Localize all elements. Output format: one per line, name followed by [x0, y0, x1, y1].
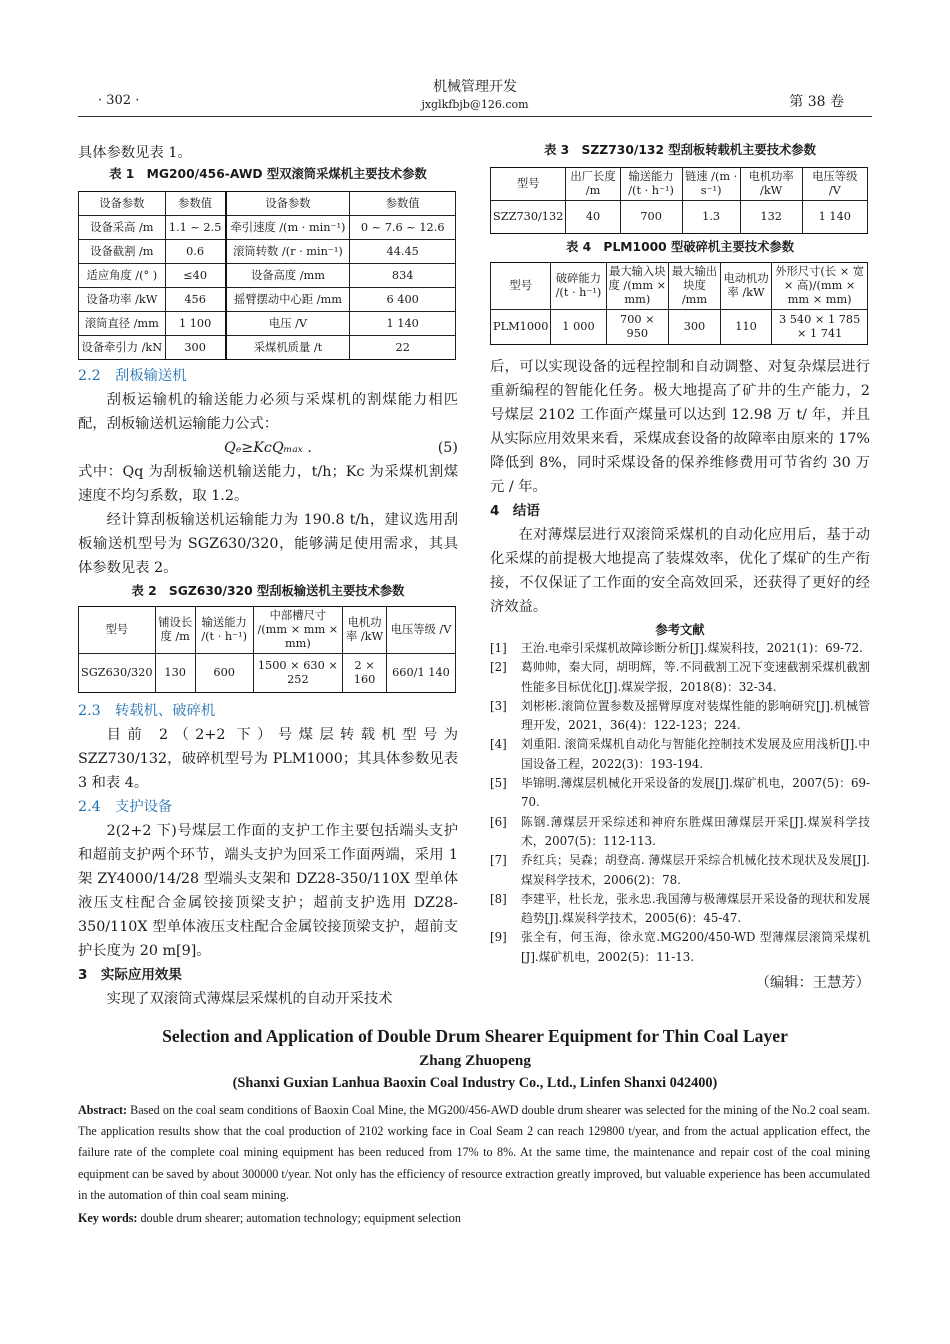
table3-header: 电机功率 /kW — [740, 168, 802, 201]
table4-header: 电动机功率 /kW — [720, 263, 772, 310]
section-2-2-title: 2.2 刮板输送机 — [78, 368, 187, 384]
table1-caption: 表 1 MG200/456-AWD 型双滚筒采煤机主要技术参数 — [109, 167, 427, 181]
section-3-continued: 后，可以实现设备的远程控制和自动调整、对复杂煤层进行重新编程的智能化任务。极大地提高了矿井的生产能力，2 号煤层 2102 工作面产煤量可以达到 12.98 万 t/ 年，并且从实际应用效果来看，采煤成套设备的故障率由原来的 17%降低到 8%，同时采煤设备的保养维修费用可节省约 30 万元 / 年。 — [490, 359, 870, 495]
intro-line: 具体参数见表 1。 — [78, 145, 192, 161]
table3-header: 链速 /(m · s⁻¹) — [682, 168, 740, 201]
table1-cell: 1 140 — [350, 312, 456, 336]
table1-cell: 采煤机质量 /t — [226, 336, 350, 360]
table3 — [490, 167, 868, 234]
right-column — [490, 141, 870, 995]
reference-item: [4] 刘重阳. 滚筒采煤机自动化与智能化控制技术发展及应用浅析[J].中国设备工程，2022(3)：193-194. — [490, 737, 870, 771]
table3-cell: 1 140 — [802, 201, 867, 234]
section-3-paragraph: 实现了双滚筒式薄煤层采煤机的自动开采技术 — [106, 991, 393, 1007]
table3-cell: 1.3 — [682, 201, 740, 234]
table1-cell: 22 — [350, 336, 456, 360]
reference-item: [5] 毕锦明.薄煤层机械化开采设备的发展[J].煤矿机电，2007(5)：69-70. — [490, 776, 870, 810]
table4-cell: 110 — [720, 310, 772, 345]
table1-cell: 电压 /V — [226, 312, 350, 336]
table1-cell: 1.1 ~ 2.5 — [165, 216, 225, 240]
abstract-text: Based on the coal seam conditions of Baoxin Coal Mine, the MG200/456-AWD double drum shearer was selected for the mining of the No.2 coal seam. The application results show that the coal production of 2102 working face in Coal Seam 2 can reach 129800 t/year, and from the actual application effect, the failure rate of the complete coal mining equipment has been reduced from 17% to 8%. At the same time, the maintenance and repair cost of the coal mining equipment can be saved by about 300000 t/year. Not only has the efficiency of resource extraction greatly improved, but valuable experience has been accumulated in the automation of thin coal seam mining. — [78, 1103, 870, 1202]
reference-item: [7] 乔红兵；吴森；胡登高. 薄煤层开采综合机械化技术现状及发展[J].煤炭科学技术，2006(2)：78. — [490, 853, 870, 887]
table1-cell: 300 — [165, 336, 225, 360]
table4-header: 型号 — [491, 263, 551, 310]
table1-cell: 0 ~ 7.6 ~ 12.6 — [350, 216, 456, 240]
formula-expression: Qₑ≥KᴄQₘₐₓ . — [224, 440, 312, 456]
section-3-title: 3 实际应用效果 — [78, 967, 182, 983]
section-2-2-paragraph: 刮板运输机的输送能力必须与采煤机的割煤能力相匹配，刮板输送机运输能力公式： — [78, 392, 458, 432]
formula-explanation: 式中：Qq 为刮板输送机输送能力，t/h；Kc 为采煤机割煤速度不均匀系数，取 1.2。 — [78, 464, 458, 504]
reference-item: [3] 刘彬彬.滚筒位置参数及摇臂厚度对装煤性能的影响研究[J].机械管理开发，2021，36(4)：122-123；224. — [490, 698, 870, 733]
reference-item: [9] 张全有，何玉海，徐永宽.MG200/450-WD 型薄煤层滚筒采煤机[J].煤矿机电，2002(5)：11-13. — [490, 930, 870, 964]
table1-cell: 设备牵引力 /kN — [79, 336, 166, 360]
table1-cell: 834 — [350, 264, 456, 288]
table4-header: 破碎能力 /(t · h⁻¹) — [551, 263, 606, 310]
english-keywords — [78, 1208, 870, 1229]
english-title: Selection and Application of Double Drum Shearer Equipment for Thin Coal Layer — [162, 1026, 788, 1046]
table2-header: 中部槽尺寸 /(mm × mm × mm) — [253, 607, 343, 654]
table3-header: 输送能力 /(t · h⁻¹) — [620, 168, 682, 201]
journal-name: 机械管理开发 — [433, 79, 517, 95]
table4-cell: PLM1000 — [491, 310, 551, 345]
section-4-title: 4 结语 — [490, 503, 540, 519]
table1-header: 参数值 — [165, 192, 225, 216]
abstract-label: Abstract: — [78, 1103, 128, 1117]
table1-cell: 44.45 — [350, 240, 456, 264]
table3-header: 出厂长度 /m — [566, 168, 620, 201]
section-4-paragraph: 在对薄煤层进行双滚筒采煤机的自动化应用后，基于动化采煤的前提极大地提高了装煤效率，优化了煤矿的生产衔接，不仅保证了工作面的安全高效回采，还获得了更好的经济效益。 — [490, 527, 870, 615]
table2 — [78, 606, 456, 693]
table4-header: 外形尺寸(长 × 宽 × 高)/(mm × mm × mm) — [772, 263, 868, 310]
table2-cell: 130 — [155, 654, 195, 693]
table1-cell: 456 — [165, 288, 225, 312]
reference-item: [6] 陈钢.薄煤层开采综述和神府东胜煤田薄煤层开采[J].煤炭科学技术，2007(5)：112-113. — [490, 814, 870, 848]
section-2-3-title: 2.3 转载机、破碎机 — [78, 703, 216, 719]
table4-header: 最大输出块度 /mm — [669, 263, 721, 310]
table1-header: 设备参数 — [79, 192, 166, 216]
keywords-label: Key words: — [78, 1211, 138, 1225]
table1-cell: 1 100 — [165, 312, 225, 336]
english-author: Zhang Zhuopeng — [419, 1052, 531, 1069]
header-rule — [78, 116, 872, 117]
table1-cell: 适应角度 /(° ) — [79, 264, 166, 288]
section-2-4-title: 2.4 支护设备 — [78, 799, 173, 815]
reference-item: [8] 李建平，杜长龙，张永忠.我国薄与极薄煤层开采设备的现状和发展趋势[J].煤炭科学技术，2005(6)：45-47. — [490, 891, 870, 926]
journal-email: jxglkfbjb@126.com — [421, 98, 529, 111]
table4-cell: 3 540 × 1 785 × 1 741 — [772, 310, 868, 345]
section-2-3-paragraph: 目前 2（2+2 下）号煤层转载机型号为 SZZ730/132，破碎机型号为 PLM1000；其具体参数见表 3 和表 4。 — [78, 727, 458, 791]
table1-header: 设备参数 — [226, 192, 350, 216]
reference-item: [1] 王治.电牵引采煤机故障诊断分析[J].煤炭科技，2021(1)：69-72. — [490, 641, 863, 655]
table1-cell: 滚筒转数 /(r · min⁻¹) — [226, 240, 350, 264]
table1-cell: 6 400 — [350, 288, 456, 312]
section-2-2-paragraph-2: 经计算刮板输送机运输能力为 190.8 t/h，建议选用刮板输送机型号为 SGZ630/320，能够满足使用需求，其具体参数见表 2。 — [78, 512, 458, 576]
table2-header: 电压等级 /V — [386, 607, 455, 654]
table3-header: 电压等级 /V — [802, 168, 867, 201]
formula-5 — [78, 436, 458, 460]
table2-caption: 表 2 SGZ630/320 型刮板输送机主要技术参数 — [131, 584, 405, 598]
table4 — [490, 262, 868, 345]
table2-cell: SGZ630/320 — [79, 654, 156, 693]
table2-cell: 1500 × 630 × 252 — [253, 654, 343, 693]
table3-cell: SZZ730/132 — [491, 201, 566, 234]
table2-header: 电机功率 /kW — [343, 607, 387, 654]
english-affiliation: (Shanxi Guxian Lanhua Baoxin Coal Industry Co., Ltd., Linfen Shanxi 042400) — [232, 1075, 718, 1091]
table2-header: 输送能力 /(t · h⁻¹) — [195, 607, 253, 654]
table3-caption: 表 3 SZZ730/132 型刮板转载机主要技术参数 — [544, 143, 816, 157]
journal-header — [380, 76, 570, 111]
table3-cell: 700 — [620, 201, 682, 234]
table1-cell: 摇臂摆动中心距 /mm — [226, 288, 350, 312]
table2-header: 型号 — [79, 607, 156, 654]
table1-cell: ≤40 — [165, 264, 225, 288]
left-column — [78, 141, 458, 1011]
volume: 第 38 卷 — [789, 94, 844, 110]
table1-header: 参数值 — [350, 192, 456, 216]
table4-cell: 1 000 — [551, 310, 606, 345]
table2-cell: 660/1 140 — [386, 654, 455, 693]
formula-number: (5) — [437, 440, 458, 456]
table4-cell: 700 × 950 — [606, 310, 669, 345]
english-abstract — [78, 1100, 870, 1206]
table1-cell: 设备高度 /mm — [226, 264, 350, 288]
table3-cell: 40 — [566, 201, 620, 234]
table1-cell: 0.6 — [165, 240, 225, 264]
table1-cell: 滚筒直径 /mm — [79, 312, 166, 336]
table3-header: 型号 — [491, 168, 566, 201]
editor-note: （编辑：王慧芳） — [755, 975, 870, 992]
section-2-4-paragraph: 2(2+2 下)号煤层工作面的支护工作主要包括端头支护和超前支护两个环节，端头支护为回采工作面两端，采用 1 架 ZY4000/14/28 型端头支架和 DZ28-350/110X 型单体液压支柱配合金属铰接顶梁支护；超前支护选用 DZ28-350/110X 型单体液压支柱配合金属铰接顶梁支护，超前支护长度为 20 m[9]。 — [78, 823, 458, 959]
table4-header: 最大输入块度 /(mm × mm) — [606, 263, 669, 310]
page-number: · 302 · — [98, 93, 140, 108]
table2-cell: 600 — [195, 654, 253, 693]
table3-cell: 132 — [740, 201, 802, 234]
table1-cell: 设备采高 /m — [79, 216, 166, 240]
table1-cell: 设备功率 /kW — [79, 288, 166, 312]
table4-cell: 300 — [669, 310, 721, 345]
table1 — [78, 191, 456, 360]
table2-header: 铺设长度 /m — [155, 607, 195, 654]
table1-cell: 牵引速度 /(m · min⁻¹) — [226, 216, 350, 240]
references-title: 参考文献 — [655, 623, 705, 637]
keywords-text: double drum shearer; automation technology; equipment selection — [140, 1211, 461, 1225]
references-list — [490, 639, 870, 967]
table4-caption: 表 4 PLM1000 型破碎机主要技术参数 — [566, 240, 794, 254]
reference-item: [2] 葛帅帅，秦大同，胡明辉，等.不同截割工况下变速截割采煤机截割性能多目标优化[J].煤炭学报，2018(8)：32-34. — [490, 660, 870, 694]
table2-cell: 2 × 160 — [343, 654, 387, 693]
table1-cell: 设备截割 /m — [79, 240, 166, 264]
